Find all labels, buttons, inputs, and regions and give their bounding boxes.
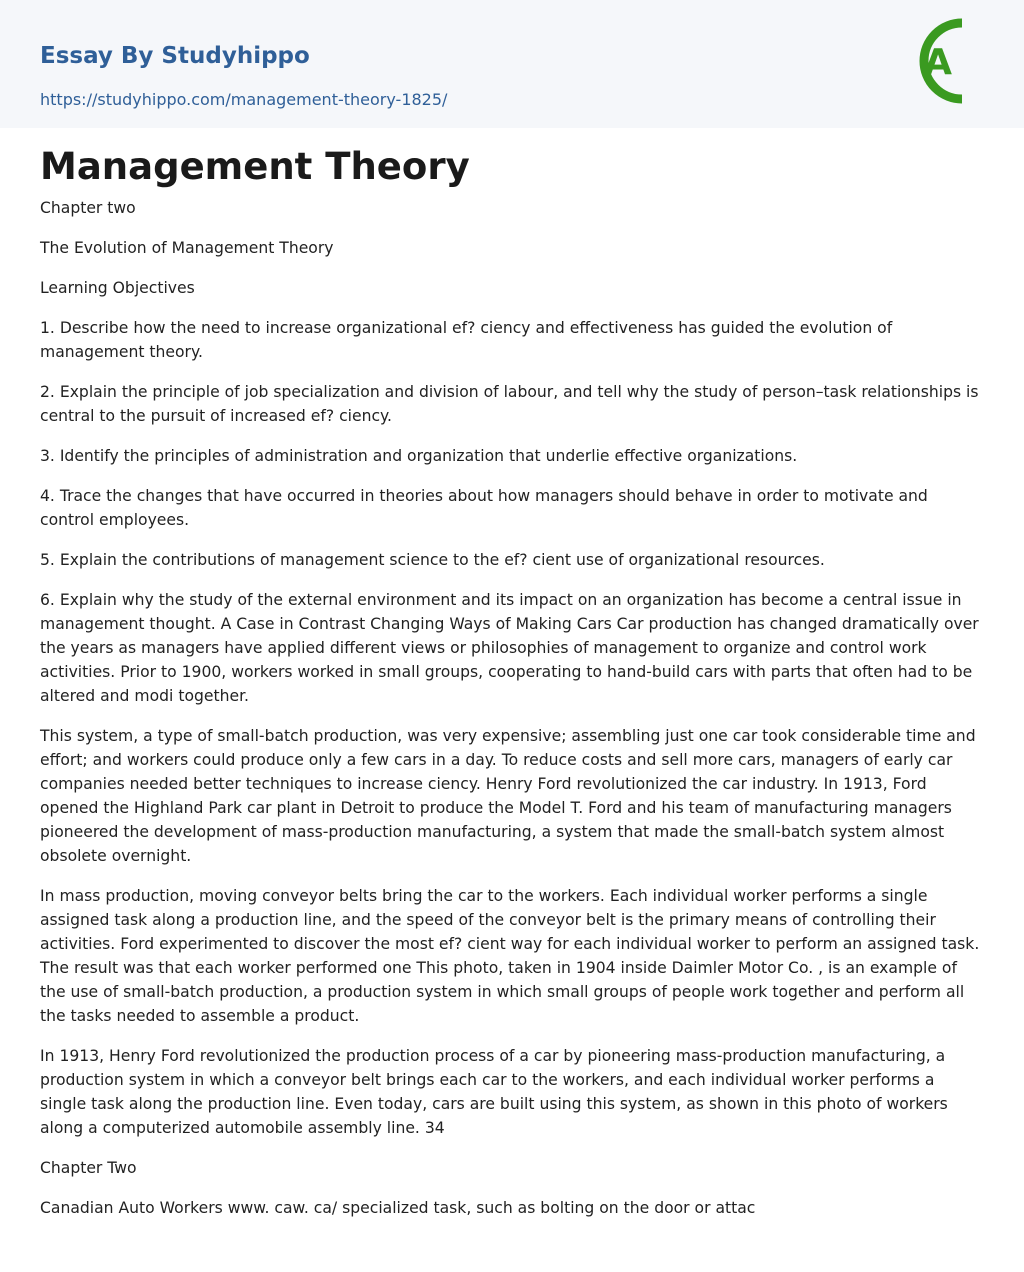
site-brand[interactable]: Essay By Studyhippo	[40, 43, 310, 69]
studyhippo-logo-icon[interactable]	[914, 18, 986, 104]
paragraph: In 1913, Henry Ford revolutionized the production process of a car by pioneering mass-production manufacturing, a production system in which a conveyor belt brings each car to the workers, and each individual worker performs a single task along the production line. Even today, cars are built using this system, as shown in this photo of workers along a computerized automobile assembly line. 34	[40, 1047, 948, 1137]
page-header	[0, 0, 1024, 128]
paragraph: 6. Explain why the study of the external environment and its impact on an organization has become a central issue in management thought. A Case in Contrast Changing Ways of Making Cars Car production has changed dramatically over the years as managers have applied different views or philosophies of management to organize and control work activities. Prior to 1900, workers worked in small groups, cooperating to hand-build cars with parts that often had to be altered and modi together.	[40, 591, 979, 705]
paragraph: 1. Describe how the need to increase organizational ef? ciency and effectiveness has guided the evolution of management theory.	[40, 319, 893, 361]
paragraph: 2. Explain the principle of job specialization and division of labour, and tell why the study of person–task relationships is central to the pursuit of increased ef? ciency.	[40, 383, 979, 425]
paragraph: Learning Objectives	[40, 279, 195, 297]
paragraph: 4. Trace the changes that have occurred in theories about how managers should behave in order to motivate and control employees.	[40, 487, 928, 529]
logo-letter: A	[924, 42, 952, 83]
paragraph: Chapter two	[40, 199, 136, 217]
paragraph: This system, a type of small-batch production, was very expensive; assembling just one car took considerable time and effort; and workers could produce only a few cars in a day. To reduce costs and sell more cars, managers of early car companies needed better techniques to increase ciency. Henry Ford revolutionized the car industry. In 1913, Ford opened the Highland Park car plant in Detroit to produce the Model T. Ford and his team of manufacturing managers pioneered the development of mass-production manufacturing, a system that made the small-batch system almost obsolete overnight.	[40, 727, 976, 865]
paragraph: In mass production, moving conveyor belts bring the car to the workers. Each individual worker performs a single assigned task along a production line, and the speed of the conveyor belt is the primary means of controlling their activities. Ford experimented to discover the most ef? cient way for each individual worker to perform an assigned task. The result was that each worker performed one This photo, taken in 1904 inside Daimler Motor Co. , is an example of the use of small-batch production, a production system in which small groups of people work together and perform all the tasks needed to assemble a product.	[40, 887, 980, 1025]
paragraph: Canadian Auto Workers www. caw. ca/ specialized task, such as bolting on the door or attac	[40, 1199, 756, 1217]
paragraph: The Evolution of Management Theory	[40, 239, 334, 257]
paragraph: 3. Identify the principles of administration and organization that underlie effective organizations.	[40, 447, 798, 465]
paragraph: Chapter Two	[40, 1159, 137, 1177]
source-url-link[interactable]: https://studyhippo.com/management-theory-1825/	[40, 90, 448, 109]
paragraph: 5. Explain the contributions of management science to the ef? cient use of organizational resources.	[40, 551, 825, 569]
document-title: Management Theory	[40, 145, 470, 188]
document-body	[0, 128, 1024, 1220]
